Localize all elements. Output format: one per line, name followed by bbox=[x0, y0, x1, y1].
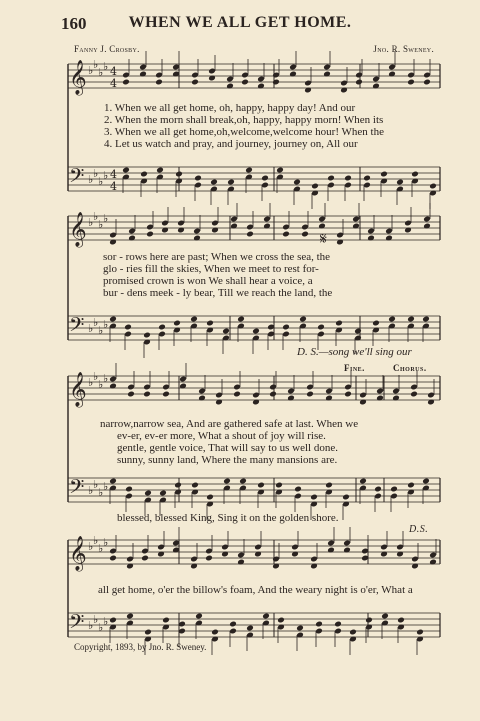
bass-clef: 𝄢 bbox=[69, 164, 85, 192]
time-signature-bottom: 4 bbox=[110, 180, 117, 193]
note-head bbox=[407, 316, 415, 323]
note-head bbox=[195, 613, 203, 620]
verse-4-line: bur - dens meek - ly bear, Till we reach the land, the bbox=[103, 287, 333, 299]
note-head bbox=[210, 179, 218, 186]
note-head bbox=[146, 231, 154, 238]
note-head bbox=[349, 629, 357, 636]
note-head bbox=[205, 555, 213, 562]
flat-sign: ♭ bbox=[93, 478, 99, 491]
note-head bbox=[407, 79, 415, 86]
note-head bbox=[156, 167, 164, 174]
flat-sign: ♭ bbox=[98, 486, 104, 499]
note-head bbox=[190, 316, 198, 323]
note-head bbox=[122, 167, 130, 174]
note-head bbox=[294, 486, 302, 493]
note-head bbox=[334, 621, 342, 628]
note-head bbox=[327, 175, 335, 182]
lyricist-credit: Fanny J. Crosby. bbox=[74, 44, 140, 54]
ds-lyric-line: D. S.—song we'll sing our bbox=[297, 346, 412, 358]
note-head bbox=[239, 478, 247, 485]
verse-1-line: sor - rows here are past; When we cross the sea, the bbox=[103, 251, 331, 263]
note-head bbox=[124, 324, 132, 331]
treble-clef: 𝄞 bbox=[69, 60, 87, 95]
note-head bbox=[191, 79, 199, 86]
flat-sign: ♭ bbox=[93, 613, 99, 626]
note-head bbox=[257, 482, 265, 489]
verse-4-line: 4. Let us watch and pray, and journey, journey on, All our bbox=[104, 138, 358, 150]
note-head bbox=[125, 486, 133, 493]
flat-sign: ♭ bbox=[93, 370, 99, 383]
note-head bbox=[246, 625, 254, 632]
chorus-lyric-line: blessed, blessed King, Sing it on the golden shore. bbox=[117, 512, 339, 524]
note-head bbox=[162, 391, 170, 398]
note-head bbox=[325, 482, 333, 489]
note-head bbox=[296, 625, 304, 632]
note-head bbox=[262, 613, 270, 620]
note-head bbox=[206, 320, 214, 327]
verse-2-line: ev-er, ev-er more, What a shout of joy will rise. bbox=[117, 430, 326, 442]
flat-sign: ♭ bbox=[103, 480, 109, 493]
note-head bbox=[396, 179, 404, 186]
note-head bbox=[423, 79, 431, 86]
flat-sign: ♭ bbox=[88, 216, 94, 229]
note-head bbox=[246, 231, 254, 238]
flat-sign: ♭ bbox=[93, 210, 99, 223]
note-head bbox=[144, 490, 152, 497]
note-head bbox=[282, 231, 290, 238]
note-head bbox=[126, 613, 134, 620]
note-head bbox=[109, 555, 117, 562]
note-head bbox=[365, 617, 373, 624]
note-head bbox=[429, 183, 437, 190]
note-head bbox=[372, 320, 380, 327]
note-head bbox=[223, 478, 231, 485]
flat-sign: ♭ bbox=[98, 175, 104, 188]
note-head bbox=[194, 175, 202, 182]
note-head bbox=[143, 332, 151, 339]
note-head bbox=[380, 171, 388, 178]
time-signature-bottom: 4 bbox=[110, 77, 117, 90]
verse-3-line: 3. When we all get home,oh,welcome,welcome hour! When the bbox=[104, 126, 385, 138]
verse-3-line: gentle, gentle voice, That will say to us well done. bbox=[117, 442, 338, 454]
note-head bbox=[381, 613, 389, 620]
flat-sign: ♭ bbox=[98, 378, 104, 391]
note-head bbox=[310, 494, 318, 501]
flat-sign: ♭ bbox=[98, 218, 104, 231]
note-head bbox=[158, 324, 166, 331]
verse-1-line: narrow,narrow sea, And are gathered safe at last. When we bbox=[100, 418, 359, 430]
note-head bbox=[261, 175, 269, 182]
note-head bbox=[122, 79, 130, 86]
flat-sign: ♭ bbox=[93, 58, 99, 71]
note-head bbox=[276, 167, 284, 174]
treble-clef: 𝄞 bbox=[69, 536, 87, 571]
verse-4-line: sunny, sunny land, Where the many mansions are. bbox=[117, 454, 338, 466]
note-head bbox=[344, 175, 352, 182]
note-head bbox=[422, 316, 430, 323]
flat-sign: ♭ bbox=[103, 60, 109, 73]
flat-sign: ♭ bbox=[88, 484, 94, 497]
note-head bbox=[175, 171, 183, 178]
flat-sign: ♭ bbox=[103, 536, 109, 549]
flat-sign: ♭ bbox=[103, 212, 109, 225]
note-head bbox=[233, 391, 241, 398]
bass-clef: 𝄢 bbox=[69, 475, 85, 503]
note-head bbox=[241, 79, 249, 86]
flat-sign: ♭ bbox=[98, 324, 104, 337]
flat-sign: ♭ bbox=[93, 167, 99, 180]
note-head bbox=[407, 482, 415, 489]
treble-clef: 𝄞 bbox=[69, 212, 87, 247]
note-head bbox=[410, 391, 418, 398]
flat-sign: ♭ bbox=[103, 615, 109, 628]
note-head bbox=[252, 328, 260, 335]
ds-marking: D.S. bbox=[409, 524, 429, 535]
treble-clef: 𝄞 bbox=[69, 372, 87, 407]
note-head bbox=[140, 171, 148, 178]
flat-sign: ♭ bbox=[98, 66, 104, 79]
flat-sign: ♭ bbox=[88, 540, 94, 553]
flat-sign: ♭ bbox=[88, 322, 94, 335]
verse-2-line: glo - ries fill the skies, When we meet to rest for- bbox=[103, 263, 319, 275]
note-head bbox=[227, 179, 235, 186]
note-head bbox=[317, 324, 325, 331]
note-head bbox=[109, 478, 117, 485]
note-head bbox=[127, 391, 135, 398]
note-head bbox=[293, 179, 301, 186]
flat-sign: ♭ bbox=[88, 619, 94, 632]
note-head bbox=[269, 391, 277, 398]
note-head bbox=[272, 79, 280, 86]
note-head bbox=[141, 555, 149, 562]
note-head bbox=[144, 629, 152, 636]
segno-sign: 𝄋 bbox=[320, 229, 327, 248]
note-head bbox=[301, 231, 309, 238]
fine-marking: Fine. bbox=[344, 363, 365, 373]
flat-sign: ♭ bbox=[88, 173, 94, 186]
time-signature-top: 4 bbox=[110, 168, 117, 181]
flat-sign: ♭ bbox=[103, 318, 109, 331]
flat-sign: ♭ bbox=[93, 534, 99, 547]
flat-sign: ♭ bbox=[93, 316, 99, 329]
note-head bbox=[162, 617, 170, 624]
bass-clef: 𝄢 bbox=[69, 313, 85, 341]
note-head bbox=[109, 617, 117, 624]
note-head bbox=[359, 478, 367, 485]
hymn-title: WHEN WE ALL GET HOME. bbox=[128, 14, 352, 31]
verse-2-line: 2. When the morn shall break,oh, happy, happy morn! When its bbox=[104, 114, 384, 126]
note-head bbox=[335, 320, 343, 327]
flat-sign: ♭ bbox=[88, 64, 94, 77]
note-head bbox=[206, 494, 214, 501]
flat-sign: ♭ bbox=[88, 376, 94, 389]
note-head bbox=[245, 167, 253, 174]
note-head bbox=[275, 482, 283, 489]
note-head bbox=[155, 79, 163, 86]
copyright-notice: Copyright, 1893, by Jno. R. Sweney. bbox=[74, 642, 207, 652]
time-signature-top: 4 bbox=[110, 65, 117, 78]
note-head bbox=[315, 621, 323, 628]
flat-sign: ♭ bbox=[98, 621, 104, 634]
note-head bbox=[277, 617, 285, 624]
note-head bbox=[311, 183, 319, 190]
note-head bbox=[173, 320, 181, 327]
note-head bbox=[342, 494, 350, 501]
note-head bbox=[411, 171, 419, 178]
note-head bbox=[306, 391, 314, 398]
bass-clef: 𝄢 bbox=[69, 610, 85, 638]
verse-3-line: promised crown is won We shall hear a voice, a bbox=[103, 275, 313, 287]
note-head bbox=[299, 316, 307, 323]
note-head bbox=[174, 482, 182, 489]
note-head bbox=[109, 316, 117, 323]
note-head bbox=[374, 486, 382, 493]
note-head bbox=[282, 324, 290, 331]
note-head bbox=[355, 79, 363, 86]
flat-sign: ♭ bbox=[98, 542, 104, 555]
note-head bbox=[222, 328, 230, 335]
verse-1-line: 1. When we all get home, oh, happy, happy day! And our bbox=[104, 102, 356, 114]
note-head bbox=[390, 486, 398, 493]
chorus-marking: Chorus. bbox=[393, 363, 427, 373]
note-head bbox=[422, 478, 430, 485]
note-head bbox=[143, 391, 151, 398]
note-head bbox=[363, 175, 371, 182]
flat-sign: ♭ bbox=[103, 372, 109, 385]
note-head bbox=[354, 328, 362, 335]
note-head bbox=[344, 391, 352, 398]
note-head bbox=[388, 316, 396, 323]
note-head bbox=[211, 629, 219, 636]
note-head bbox=[416, 629, 424, 636]
composer-credit: Jno. R. Sweney. bbox=[373, 44, 434, 54]
note-head bbox=[229, 621, 237, 628]
note-head bbox=[159, 490, 167, 497]
note-head bbox=[397, 617, 405, 624]
note-head bbox=[237, 316, 245, 323]
flat-sign: ♭ bbox=[103, 169, 109, 182]
note-head bbox=[191, 482, 199, 489]
page-number: 160 bbox=[61, 14, 87, 33]
chorus-lyric-line: all get home, o'er the billow's foam, And the weary night is o'er, What a bbox=[98, 584, 413, 596]
